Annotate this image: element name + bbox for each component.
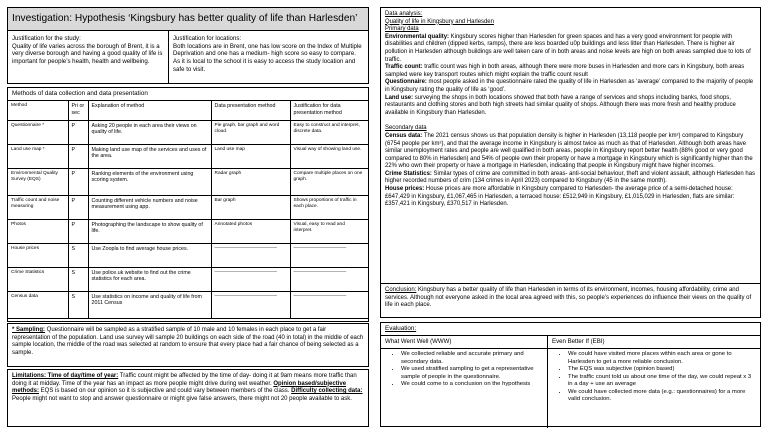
env-text: Kingsbury scores higher than Harlesden for green spaces and has a very good environment for people with disabilities and children (dipped kerbs, ramps), there are less boarded u0p buildings and less litter than Harlesden. There is higher air pollution in Harlesden although buildings are well taken care of in both areas and noise levels are high on both areas sampled due to lots of traffic. [385, 33, 751, 63]
study-justification-label: Justification for the study: [12, 35, 81, 42]
land-text: surveying the shops in both locations showed that both have a range of services and shops including banks, food shops, restaurants and clothing stores and both high streets had similar quality of shops. Although there was more fresh and healthy produce available in Kingsbury than Harlesden. [385, 94, 736, 116]
table-row [8, 243, 368, 267]
study-justification [8, 31, 169, 83]
land-use-result [385, 95, 756, 118]
method-type: S [68, 291, 88, 318]
traffic-label: Traffic count: [385, 64, 423, 71]
methods-table [8, 101, 368, 319]
method-explanation: Use police.uk website to find out the crime statistics for each area. [88, 267, 211, 291]
method-name: Census data [8, 291, 68, 318]
data-analysis-section [380, 7, 761, 284]
method-justification: Easy to construct and interpret, discrete data. [290, 120, 368, 144]
method-presentation: Radar graph [211, 168, 290, 195]
method-explanation: Ranking elements of the environment using scoring system. [88, 168, 211, 195]
method-presentation: ————————————— [211, 291, 290, 318]
method-explanation: Asking 20 people in each area their views on quality of life. [88, 120, 211, 144]
house-label: House prices: [385, 186, 425, 193]
locations-justification-label: Justification for locations: [173, 35, 242, 42]
method-justification: ——————————— [290, 267, 368, 291]
www-column [381, 336, 548, 428]
header-cell: Pri or sec [68, 101, 88, 120]
table-row [8, 219, 368, 243]
ebi-column [548, 336, 760, 428]
table-row [8, 120, 368, 144]
difficulty-label: Difficulty collecting data: [291, 388, 363, 395]
env-label: Environmental quality: [385, 33, 450, 40]
method-explanation: Use statistics on income and quality of life from 2011 Census [88, 291, 211, 318]
table-row [8, 267, 368, 291]
list-item: • The EQS was subjective (opinion based) [568, 366, 756, 374]
method-type: P [68, 120, 88, 144]
table-row [8, 168, 368, 195]
method-presentation: Pie graph, bar graph and word cloud. [211, 120, 290, 144]
justification-box [7, 31, 369, 84]
table-header-row [8, 101, 368, 120]
census-label: Census data: [385, 132, 423, 139]
method-name: Photos [8, 219, 68, 243]
analysis-subheading: Quality of life in Kingsbury and Harlesden [385, 18, 494, 25]
method-name: Questionnaire * [8, 120, 68, 144]
quest-text: most people asked in the questionnaire rated the quality of life in Harlesden as ‘average’ compared to the majority of people in Kingsbury rating the quality of life as ‘good’. [385, 79, 754, 93]
method-explanation: Use Zoopla to find average house prices. [88, 243, 211, 267]
method-presentation: Land use map [211, 144, 290, 168]
house-prices [385, 186, 756, 209]
method-type: P [68, 219, 88, 243]
difficulty-text: People might not want to stop and answer questionnaire or might give false answers, there might not 20 people available to ask. [12, 395, 352, 402]
census-data [385, 133, 756, 171]
list-item: • The traffic count told us about one time of the day, we could repeat x 3 in a day + use an average [568, 374, 756, 389]
method-justification: ——————————— [290, 291, 368, 318]
table-row [8, 195, 368, 219]
traffic-text: traffic count was high in both areas, although there were more buses in Harlesden and more cars in Kingsbury, both areas sampled were key transport routes which might explain the traffic count result [385, 64, 745, 78]
sampling-text: Questionnaire will be sampled as a stratified sample of 10 male and 10 females in each place to get a fair representation of the population. Land use survey will sample 20 buildings on each side of the road (40 in total) in the middle of each sample location, the middle of the road was selected at random to ensure that every place had a fair chance of being selected as a sample. [12, 327, 364, 356]
sampling-label: * Sampling: [12, 327, 46, 333]
questionnaire-result [385, 79, 756, 94]
header-cell: Justification for data presentation method [290, 101, 368, 120]
crime-label: Crime Statistics: [385, 170, 432, 177]
methods-section [7, 87, 369, 322]
list-item: • We could come to a conclusion on the hypothesis [401, 381, 543, 389]
method-justification: ——————————— [290, 243, 368, 267]
crime-statistics [385, 171, 756, 186]
ebi-heading: Even Better If (EBI) [548, 336, 760, 349]
conclusion-text: Kingsbury has a better quality of life than Harlesden in terms of its environment, incomes, housing affordability, crime and services. Although not everyone asked in the local area agreed with this, so people’s experiences do influence their views on the quality of life in each place. [385, 287, 752, 309]
primary-data-heading: Primary data [385, 26, 419, 33]
header-cell: Explanation of method [88, 101, 211, 120]
quest-label: Questionnaire: [385, 79, 427, 86]
method-presentation: Bar graph [211, 195, 290, 219]
method-type: P [68, 168, 88, 195]
crime-text: Similar types of crime are committed in both areas- anti-social behaviour, theft and violent assault, although Harlesden has higher recorded numbers of crim (134 crimes in April 2023) compared to Kingsbury (45 in the same month). [385, 170, 755, 185]
method-justification: Visual way of showing land use. [290, 144, 368, 168]
www-heading: What Went Well (WWW) [381, 336, 547, 349]
limitations-section [7, 369, 369, 427]
methods-title: Methods of data collection and data presentation [8, 88, 368, 101]
list-item: • We collected reliable and accurate primary and secondary data. [401, 351, 543, 366]
method-type: S [68, 267, 88, 291]
method-explanation: Photographing the landscape to show quality of life. [88, 219, 211, 243]
traffic-count [385, 64, 756, 79]
method-type: S [68, 243, 88, 267]
conclusion-section [380, 284, 761, 318]
method-presentation: ————————————— [211, 267, 290, 291]
study-justification-text: Quality of life varies across the borough of Brent, it is a very diverse borough and having a good quality of life is important for people’s health, health and wellbeing. [12, 42, 163, 66]
method-name: Traffic count and noise measuring [8, 195, 68, 219]
method-type: P [68, 144, 88, 168]
list-item: • We could have collected more data (e.g.: questionnaires) for a more valid conclusion. [568, 389, 756, 404]
method-justification: Visual, easy to read and interpret. [290, 219, 368, 243]
subjective-text: EQS is based on our opinion so it is subjective and could vary between members of the class. [39, 388, 292, 395]
method-name: Crime Statistics [8, 267, 68, 291]
house-text: House prices are more affordable in Kingsbury compared to Harlesden- the average price of a semi-detached house: £647,429 in Kingsbury, £1,067,465 in Harlesden, a terraced house: £512,949 in Kingsbury, £1,015,029 in Harlesden, flats are similar: £357,421 in Kingsbury, £370,517 in Harlesden. [385, 186, 735, 208]
analysis-heading: Data analysis: [385, 11, 423, 17]
method-name: Environmental Quality Survey (EQS) [8, 168, 68, 195]
method-explanation: Making land use map of the services and uses of the area. [88, 144, 211, 168]
land-label: Land use: [385, 94, 414, 101]
method-presentation: ————————————— [211, 243, 290, 267]
limitations-label: Limitations: Time of day/time of year: [12, 373, 119, 379]
evaluation-title: Evaluation: [381, 323, 760, 336]
environmental-quality [385, 34, 756, 64]
header-cell: Method [8, 101, 68, 120]
method-type: P [68, 195, 88, 219]
table-row [8, 144, 368, 168]
census-text: The 2021 census shows us that population density is higher in Harlesden (13,118 people per km²) compared to Kingsbury (6754 people per km²), and that the average income in Kingsbury is almost twice as much as that of Harlesden. Although both areas have similar unemployment rates and people are well qualified in both areas, people in Kingsbury report better health (88% good or very good compared to 80% in Harlesden) and 54% of people own their property or have a mortgage in Kingsbury which is significantly higher than the 22% who own their property or have a mortgage in Harlesden, indicating that people in Kingsbury might have higher incomes. [385, 132, 753, 170]
method-name: Land use map * [8, 144, 68, 168]
locations-justification-text: Both locations are in Brent, one has low score on the Index of Multiple Deprivation and one has a medium- high score so easy to compare. As it is local to the school it is easy to access the study location and safe to visit. [173, 42, 362, 73]
list-item: • We used stratified sampling to get a representative sample of people in the questionnaire. [401, 366, 543, 381]
page-title: Investigation: Hypothesis ‘Kingsbury has better quality of life than Harlesden’ [7, 7, 369, 31]
method-name: House prices [8, 243, 68, 267]
secondary-data-heading: Secondary data [385, 125, 427, 132]
locations-justification [169, 31, 368, 83]
method-presentation: Annotated photos [211, 219, 290, 243]
method-explanation: Counting different vehicle numbers and noise measurement using app. [88, 195, 211, 219]
list-item: • We could have visited more places within each area or gone to Harlesden to get a more reliable conclusion. [568, 351, 756, 366]
conclusion-label: Conclusion: [385, 287, 417, 293]
evaluation-section [380, 322, 761, 427]
sampling-section [7, 323, 369, 367]
limitations-text: Traffic count might be affected by the time of day- doing it at 9am means more traffic than doing it at midday. Time of the year has an impact as more people might drive during wet weather. [12, 373, 357, 387]
header-cell: Data presentation method [211, 101, 290, 120]
table-row [8, 291, 368, 318]
subjective-label: Opinion based/subjective methods: [12, 380, 347, 395]
method-justification: Shows proportions of traffic in each place. [290, 195, 368, 219]
method-justification: Compare multiple places on one graph. [290, 168, 368, 195]
